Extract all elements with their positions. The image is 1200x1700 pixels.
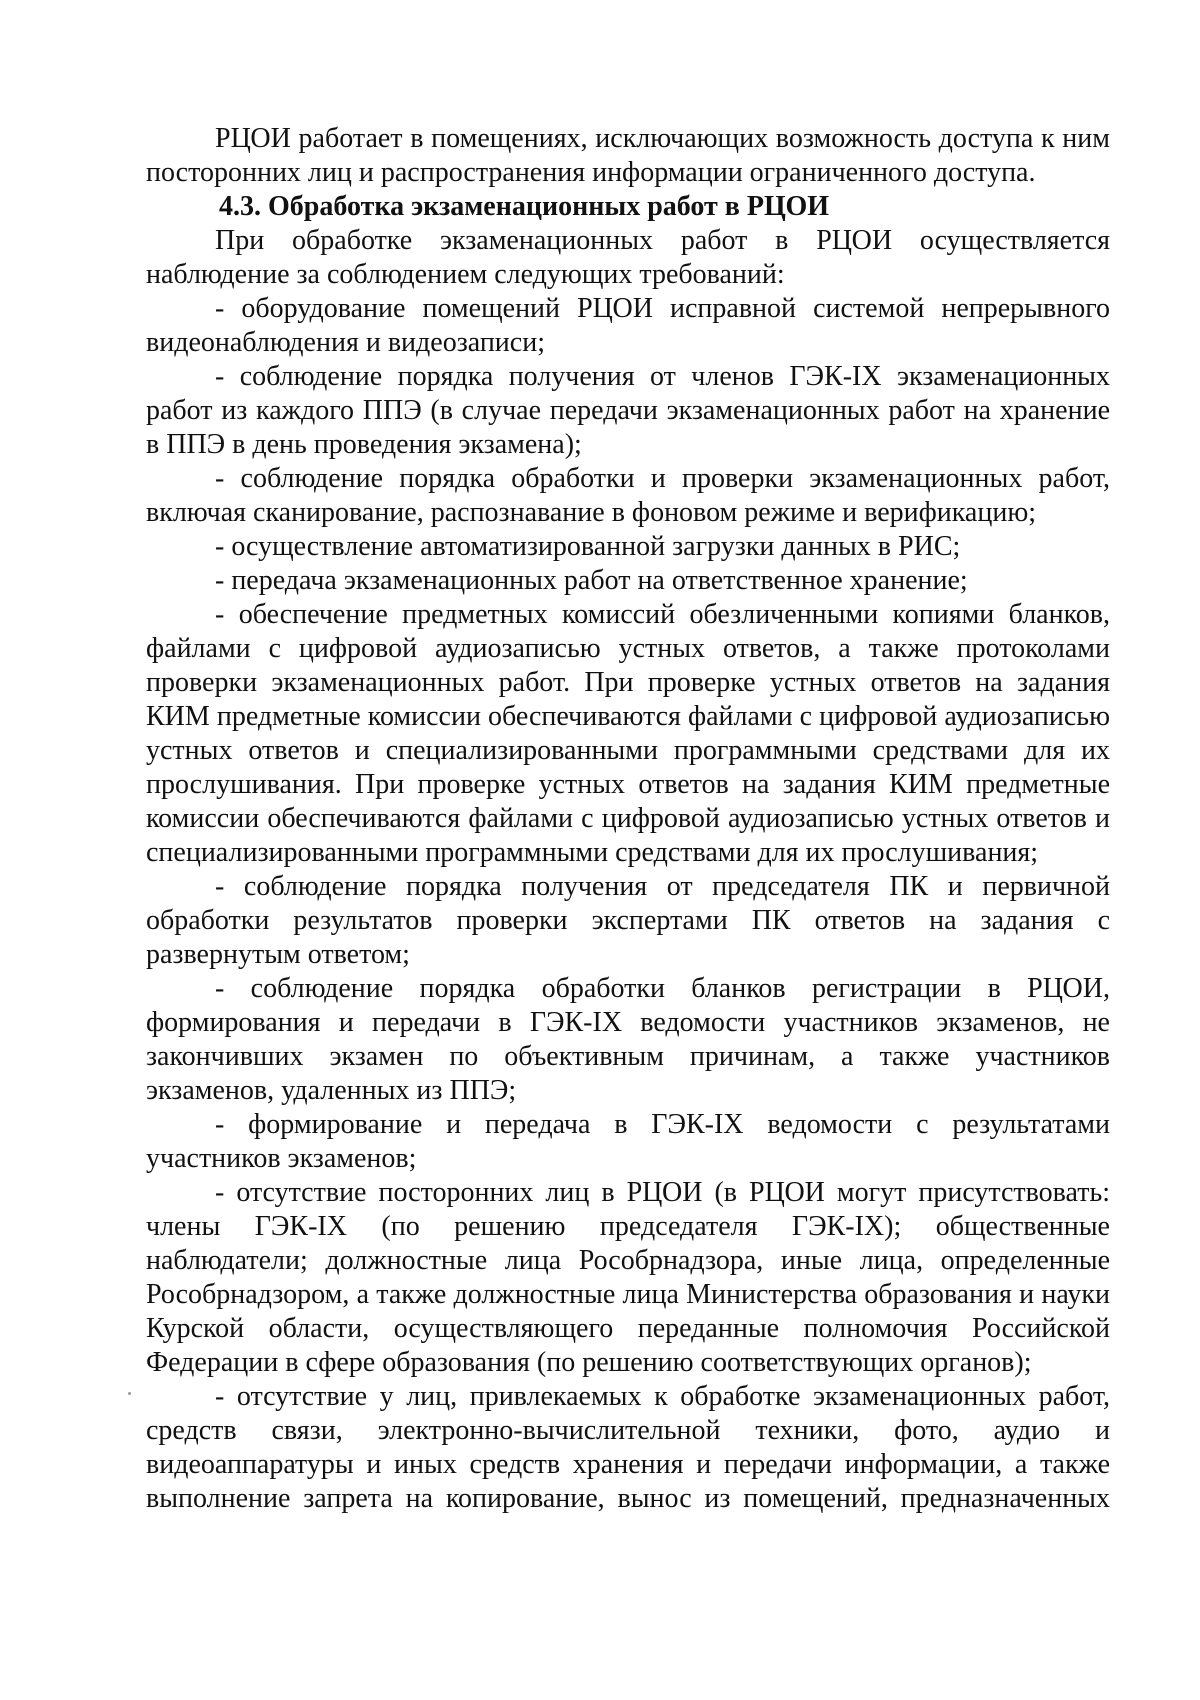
requirement-item: - формирование и передача в ГЭК-IX ведомости с результатами участников экзаменов;	[146, 1109, 1110, 1174]
scan-speck	[128, 1392, 131, 1395]
requirement-item: - передача экзаменационных работ на ответственное хранение;	[215, 565, 968, 596]
requirement-item: - отсутствие у лиц, привлекаемых к обработке экзаменационных работ, средств связи, электронно-вычислительной техники, фото, аудио и видеоаппаратуры и иных средств хранения и передачи информации, а также выполнение запрета на копирование, вынос из помещений, предназначенных	[146, 1381, 1110, 1514]
intro-paragraph: РЦОИ работает в помещениях, исключающих возможность доступа к ним посторонних лиц и распространения информации ограниченного доступа.	[146, 123, 1110, 188]
requirement-item: - соблюдение порядка обработки бланков регистрации в РЦОИ, формирования и передачи в ГЭК-IX ведомости участников экзаменов, не закончивших экзамен по объективным причинам, а также участников экзаменов, удаленных из ППЭ;	[146, 973, 1110, 1106]
requirement-item: - соблюдение порядка получения от членов ГЭК-IX экзаменационных работ из каждого ППЭ (в случае передачи экзаменационных работ на хранение в ППЭ в день проведения экзамена);	[146, 361, 1110, 460]
section-heading: 4.3. Обработка экзаменационных работ в РЦОИ	[219, 191, 829, 222]
requirement-item: - соблюдение порядка получения от председателя ПК и первичной обработки результатов проверки экспертами ПК ответов на задания с развернутым ответом;	[146, 871, 1110, 970]
document-page	[146, 122, 1110, 1516]
requirement-item: - оборудование помещений РЦОИ исправной системой непрерывного видеонаблюдения и видеозаписи;	[146, 293, 1110, 358]
requirement-item: - обеспечение предметных комиссий обезличенными копиями бланков, файлами с цифровой аудиозаписью устных ответов, а также протоколами проверки экзаменационных работ. При проверке устных ответов на задания КИМ предметные комиссии обеспечиваются файлами с цифровой аудиозаписью устных ответов и специализированными программными средствами для их прослушивания. При проверке устных ответов на задания КИМ предметные комиссии обеспечиваются файлами с цифровой аудиозаписью устных ответов и специализированными программными средствами для их прослушивания;	[146, 599, 1110, 868]
requirement-item: - соблюдение порядка обработки и проверки экзаменационных работ, включая сканирование, распознавание в фоновом режиме и верификацию;	[146, 463, 1110, 528]
paragraph: При обработке экзаменационных работ в РЦОИ осуществляется наблюдение за соблюдением следующих требований:	[146, 225, 1110, 290]
requirement-item: - осуществление автоматизированной загрузки данных в РИС;	[215, 531, 961, 562]
requirement-item: - отсутствие посторонних лиц в РЦОИ (в РЦОИ могут присутствовать: члены ГЭК-IX (по решению председателя ГЭК-IX); общественные наблюдатели; должностные лица Рособрнадзора, иные лица, определенные Рособрнадзором, а также должностные лица Министерства образования и науки Курской области, осуществляющего переданные полномочия Российской Федерации в сфере образования (по решению соответствующих органов);	[146, 1177, 1110, 1378]
